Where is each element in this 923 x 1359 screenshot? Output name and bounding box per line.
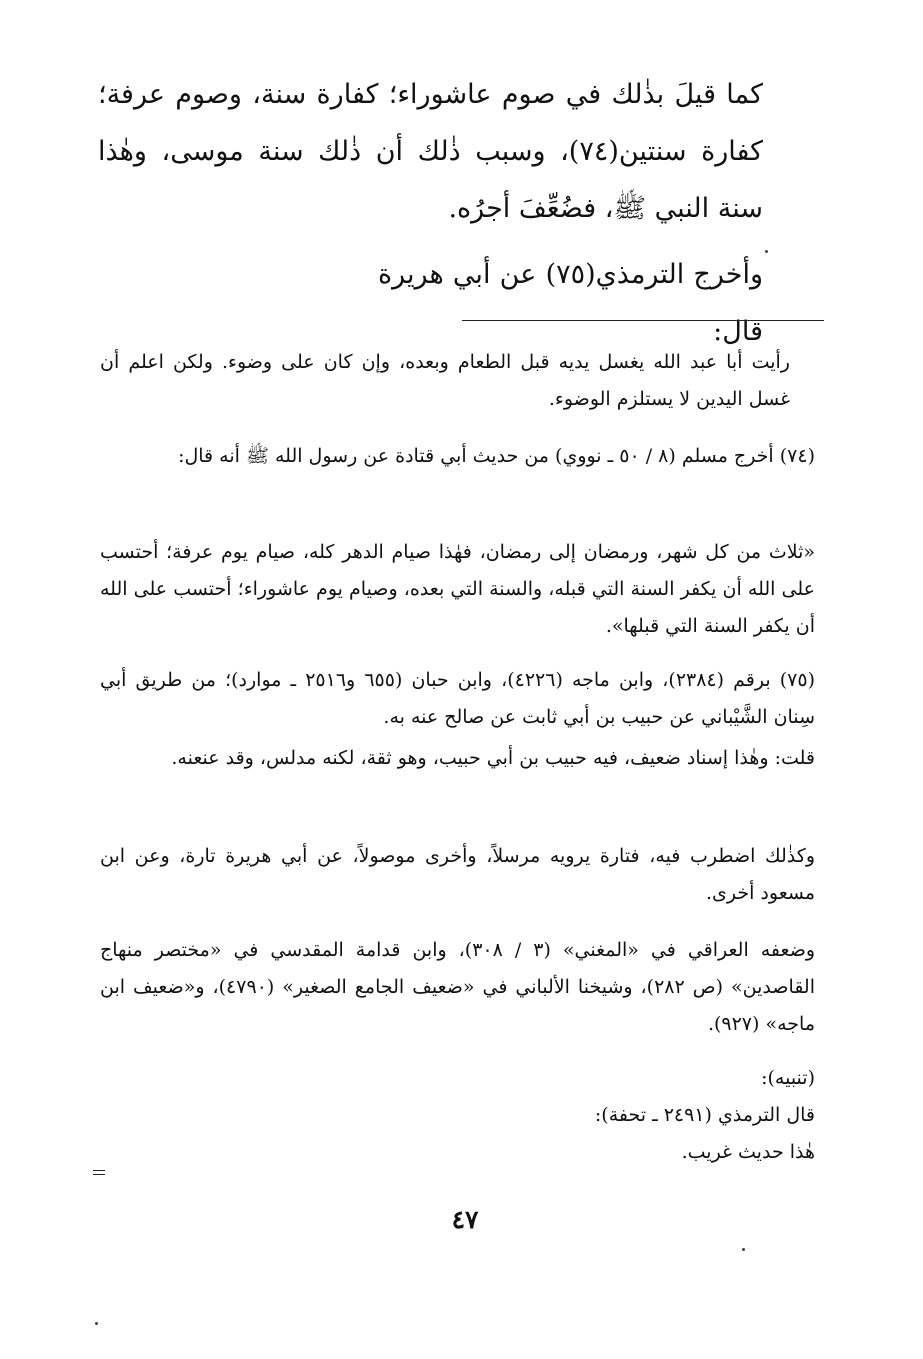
footnote-note-block — [100, 1060, 815, 1171]
scan-speck — [765, 250, 768, 253]
footnote-74-quote: «ثلاث من كل شهر، ورمضان إلى رمضان، فهٰذا صيام الدهر كله، صيام يوم عرفة؛ أحتسب على الله أن يكفر السنة التي قبله، والسنة التي بعده، وصيام يوم عاشوراء؛ أحتسب على الله أن يكفر السنة التي قبلها». — [100, 541, 815, 637]
footnote-75-comment: قلت: وهٰذا إسناد ضعيف، فيه حبيب بن أبي حبيب، وهو ثقة، لكنه مدلس، وقد عنعنه. — [171, 747, 815, 769]
note-heading: (تنبيه): — [761, 1067, 815, 1089]
footnote-continuation: رأيت أبا عبد الله يغسل يديه قبل الطعام وبعده، وإن كان على وضوء. ولكن اعلم أن غسل اليدين لا يستلزم الوضوء. — [100, 351, 790, 410]
footnote-74: (٧٤) أخرج مسلم (٨ / ٥٠ ـ نووي) من حديث أبي قتادة عن رسول الله ﷺ أنه قال: — [178, 445, 815, 467]
footnote-75-comment-2: وكذٰلك اضطرب فيه، فتارة يرويه مرسلاً، وأخرى موصولاً، عن أبي هريرة تارة، وعن ابن مسعود أخرى. — [100, 845, 815, 904]
main-paragraph-2: وأخرج الترمذي(٧٥) عن أبي هريرة قال: — [378, 259, 763, 347]
footnote-75-comment-3: وضعفه العراقي في «المغني» (٣ / ٣٠٨)، وابن قدامة المقدسي في «مختصر منهاج القاصدين» (ص ٢٨٢)، وشيخنا الألباني في «ضعيف الجامع الصغير» (٤٧٩٠)، و«ضعيف ابن ماجه» (٩٢٧). — [100, 939, 816, 1035]
page-number: ٤٧ — [451, 1205, 479, 1234]
scan-speck — [95, 1322, 98, 1325]
note-line-1: قال الترمذي (٢٤٩١ ـ تحفة): — [594, 1104, 815, 1126]
main-paragraph-1: كما قيلَ بذٰلك في صوم عاشوراء؛ كفارة سنة، وصوم عرفة؛ كفارة سنتين(٧٤)، وسبب ذٰلك أن ذٰلك سنة موسى، وهٰذا سنة النبي ﷺ، فضُعِّفَ أجرُه. — [98, 79, 763, 224]
footnote-separator — [462, 320, 824, 321]
footnote-75: (٧٥) برقم (٢٣٨٤)، وابن ماجه (٤٢٢٦)، وابن حبان (٦٥٥ و٢٥١٦ ـ موارد)؛ من طريق أبي سِنان الشَّيْباني عن حبيب بن أبي ثابت عن صالح عنه به. — [100, 669, 816, 728]
margin-continuation-mark — [93, 1167, 107, 1181]
note-line-2: هٰذا حديث غريب. — [681, 1141, 815, 1163]
scan-speck — [742, 1248, 745, 1251]
